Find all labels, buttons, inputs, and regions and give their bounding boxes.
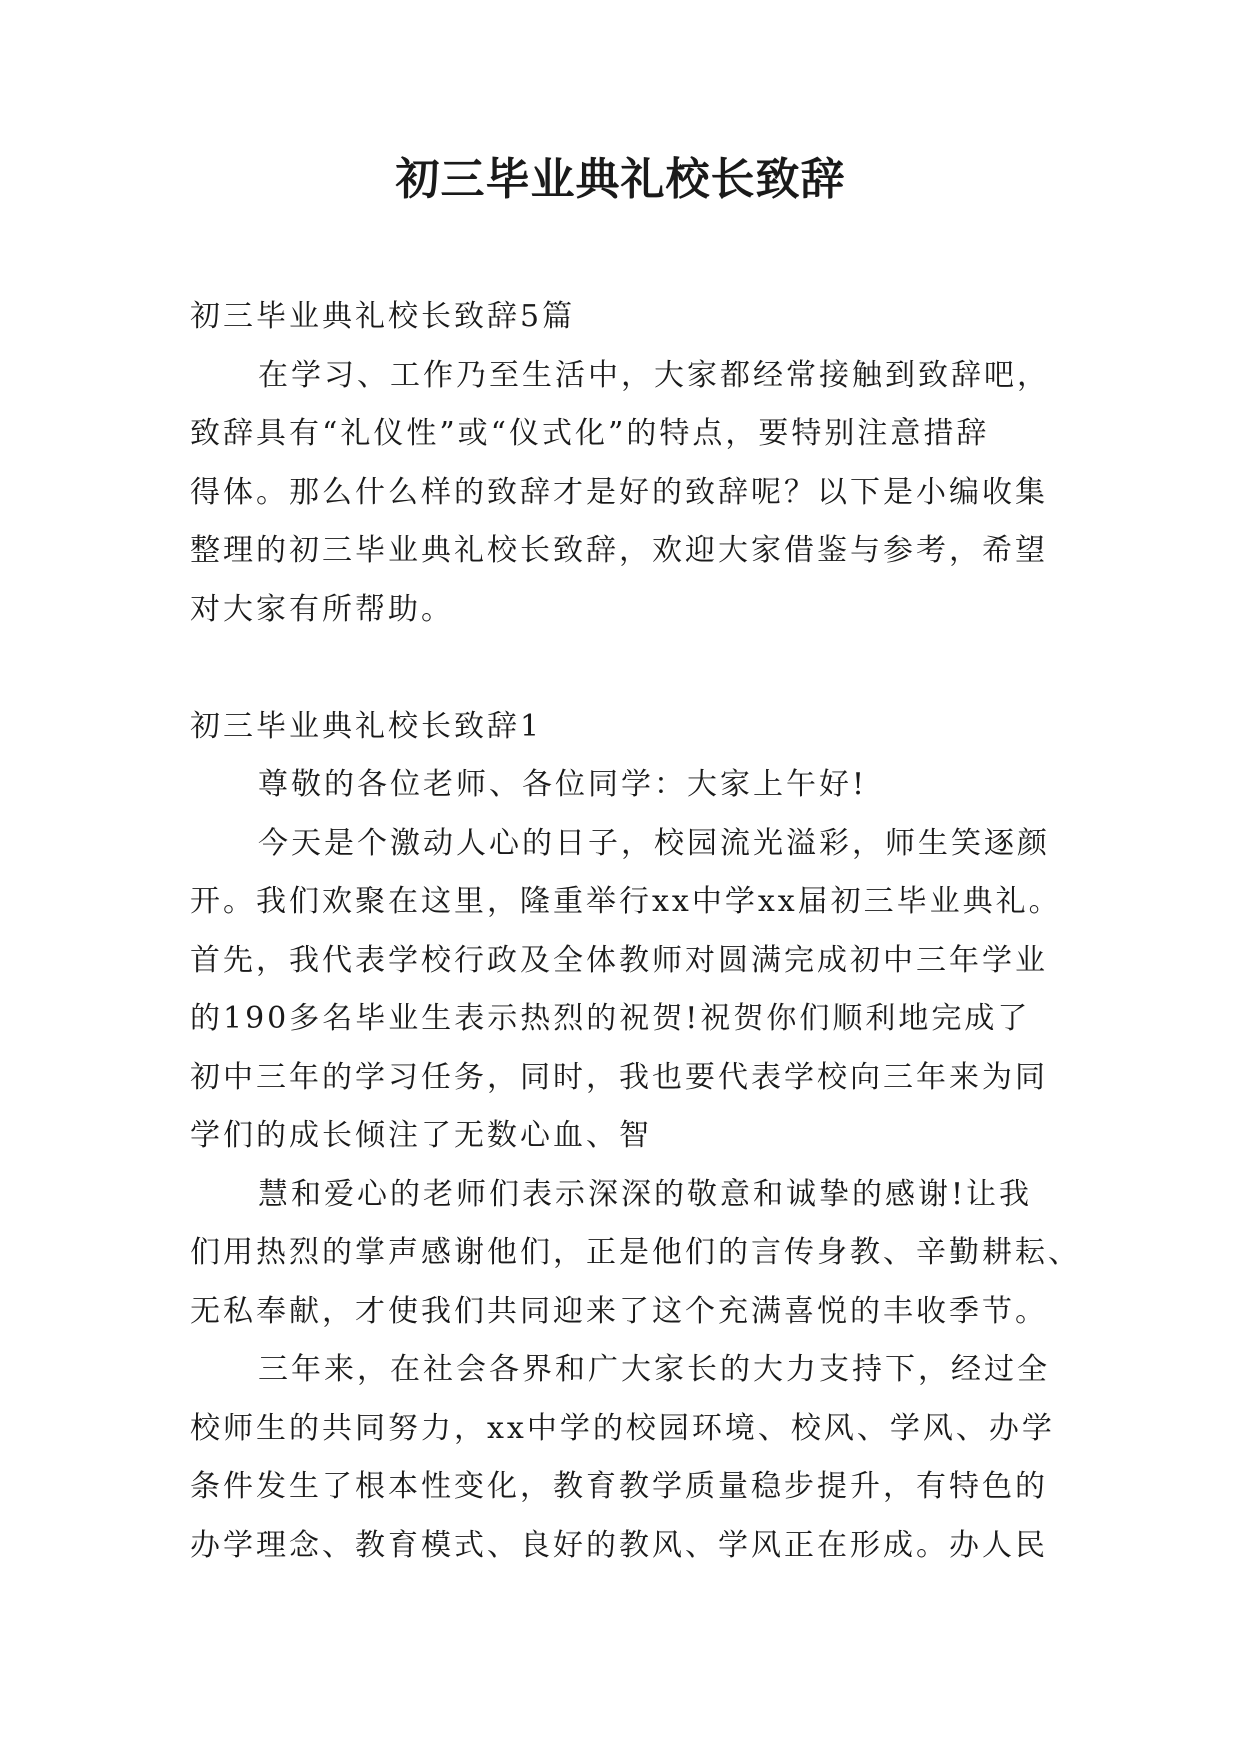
text-line: 初三毕业典礼校长致辞1 bbox=[190, 708, 543, 744]
text-line: 条件发生了根本性变化，教育教学质量稳步提升，有特色的 bbox=[190, 1469, 1048, 1504]
text-line: 尊敬的各位老师、各位同学：大家上午好! bbox=[258, 767, 868, 802]
text-line: 慧和爱心的老师们表示深深的敬意和诚挚的感谢!让我 bbox=[258, 1176, 1033, 1212]
text-line: 首先，我代表学校行政及全体教师对圆满完成初中三年学业 bbox=[190, 942, 1048, 978]
text-line: 在学习、工作乃至生活中，大家都经常接触到致辞吧， bbox=[258, 357, 1050, 393]
text-line: 整理的初三毕业典礼校长致辞，欢迎大家借鉴与参考，希望 bbox=[190, 533, 1048, 568]
text-line: 们用热烈的掌声感谢他们，正是他们的言传身教、辛勤耕耘、 bbox=[190, 1235, 1081, 1270]
text-line: 得体。那么什么样的致辞才是好的致辞呢？以下是小编收集 bbox=[190, 474, 1048, 510]
text-line: 对大家有所帮助。 bbox=[190, 591, 454, 627]
text-line: 今天是个激动人心的日子，校园流光溢彩，师生笑逐颜 bbox=[258, 825, 1050, 861]
text-line: 致辞具有“礼仪性”或“仪式化”的特点，要特别注意措辞 bbox=[190, 416, 990, 451]
text-line: 初三毕业典礼校长致辞5篇 bbox=[190, 299, 576, 334]
document-body bbox=[190, 288, 1081, 1575]
page-title: 初三毕业典礼校长致辞 bbox=[395, 154, 846, 205]
text-line: 开。我们欢聚在这里，隆重举行xx中学xx届初三毕业典礼。 bbox=[190, 884, 1062, 919]
text-line: 校师生的共同努力，xx中学的校园环境、校风、学风、办学 bbox=[190, 1410, 1055, 1446]
text-line: 无私奉献，才使我们共同迎来了这个充满喜悦的丰收季节。 bbox=[190, 1293, 1048, 1329]
text-line: 办学理念、教育模式、良好的教风、学风正在形成。办人民 bbox=[190, 1527, 1048, 1563]
text-line: 学们的成长倾注了无数心血、智 bbox=[190, 1118, 652, 1153]
text-line: 的190多名毕业生表示热烈的祝贺!祝贺你们顺利地完成了 bbox=[190, 1001, 1031, 1036]
text-line: 初中三年的学习任务，同时，我也要代表学校向三年来为同 bbox=[190, 1059, 1048, 1095]
paragraph-gap bbox=[190, 639, 1068, 698]
text-line: 三年来，在社会各界和广大家长的大力支持下，经过全 bbox=[258, 1352, 1050, 1387]
